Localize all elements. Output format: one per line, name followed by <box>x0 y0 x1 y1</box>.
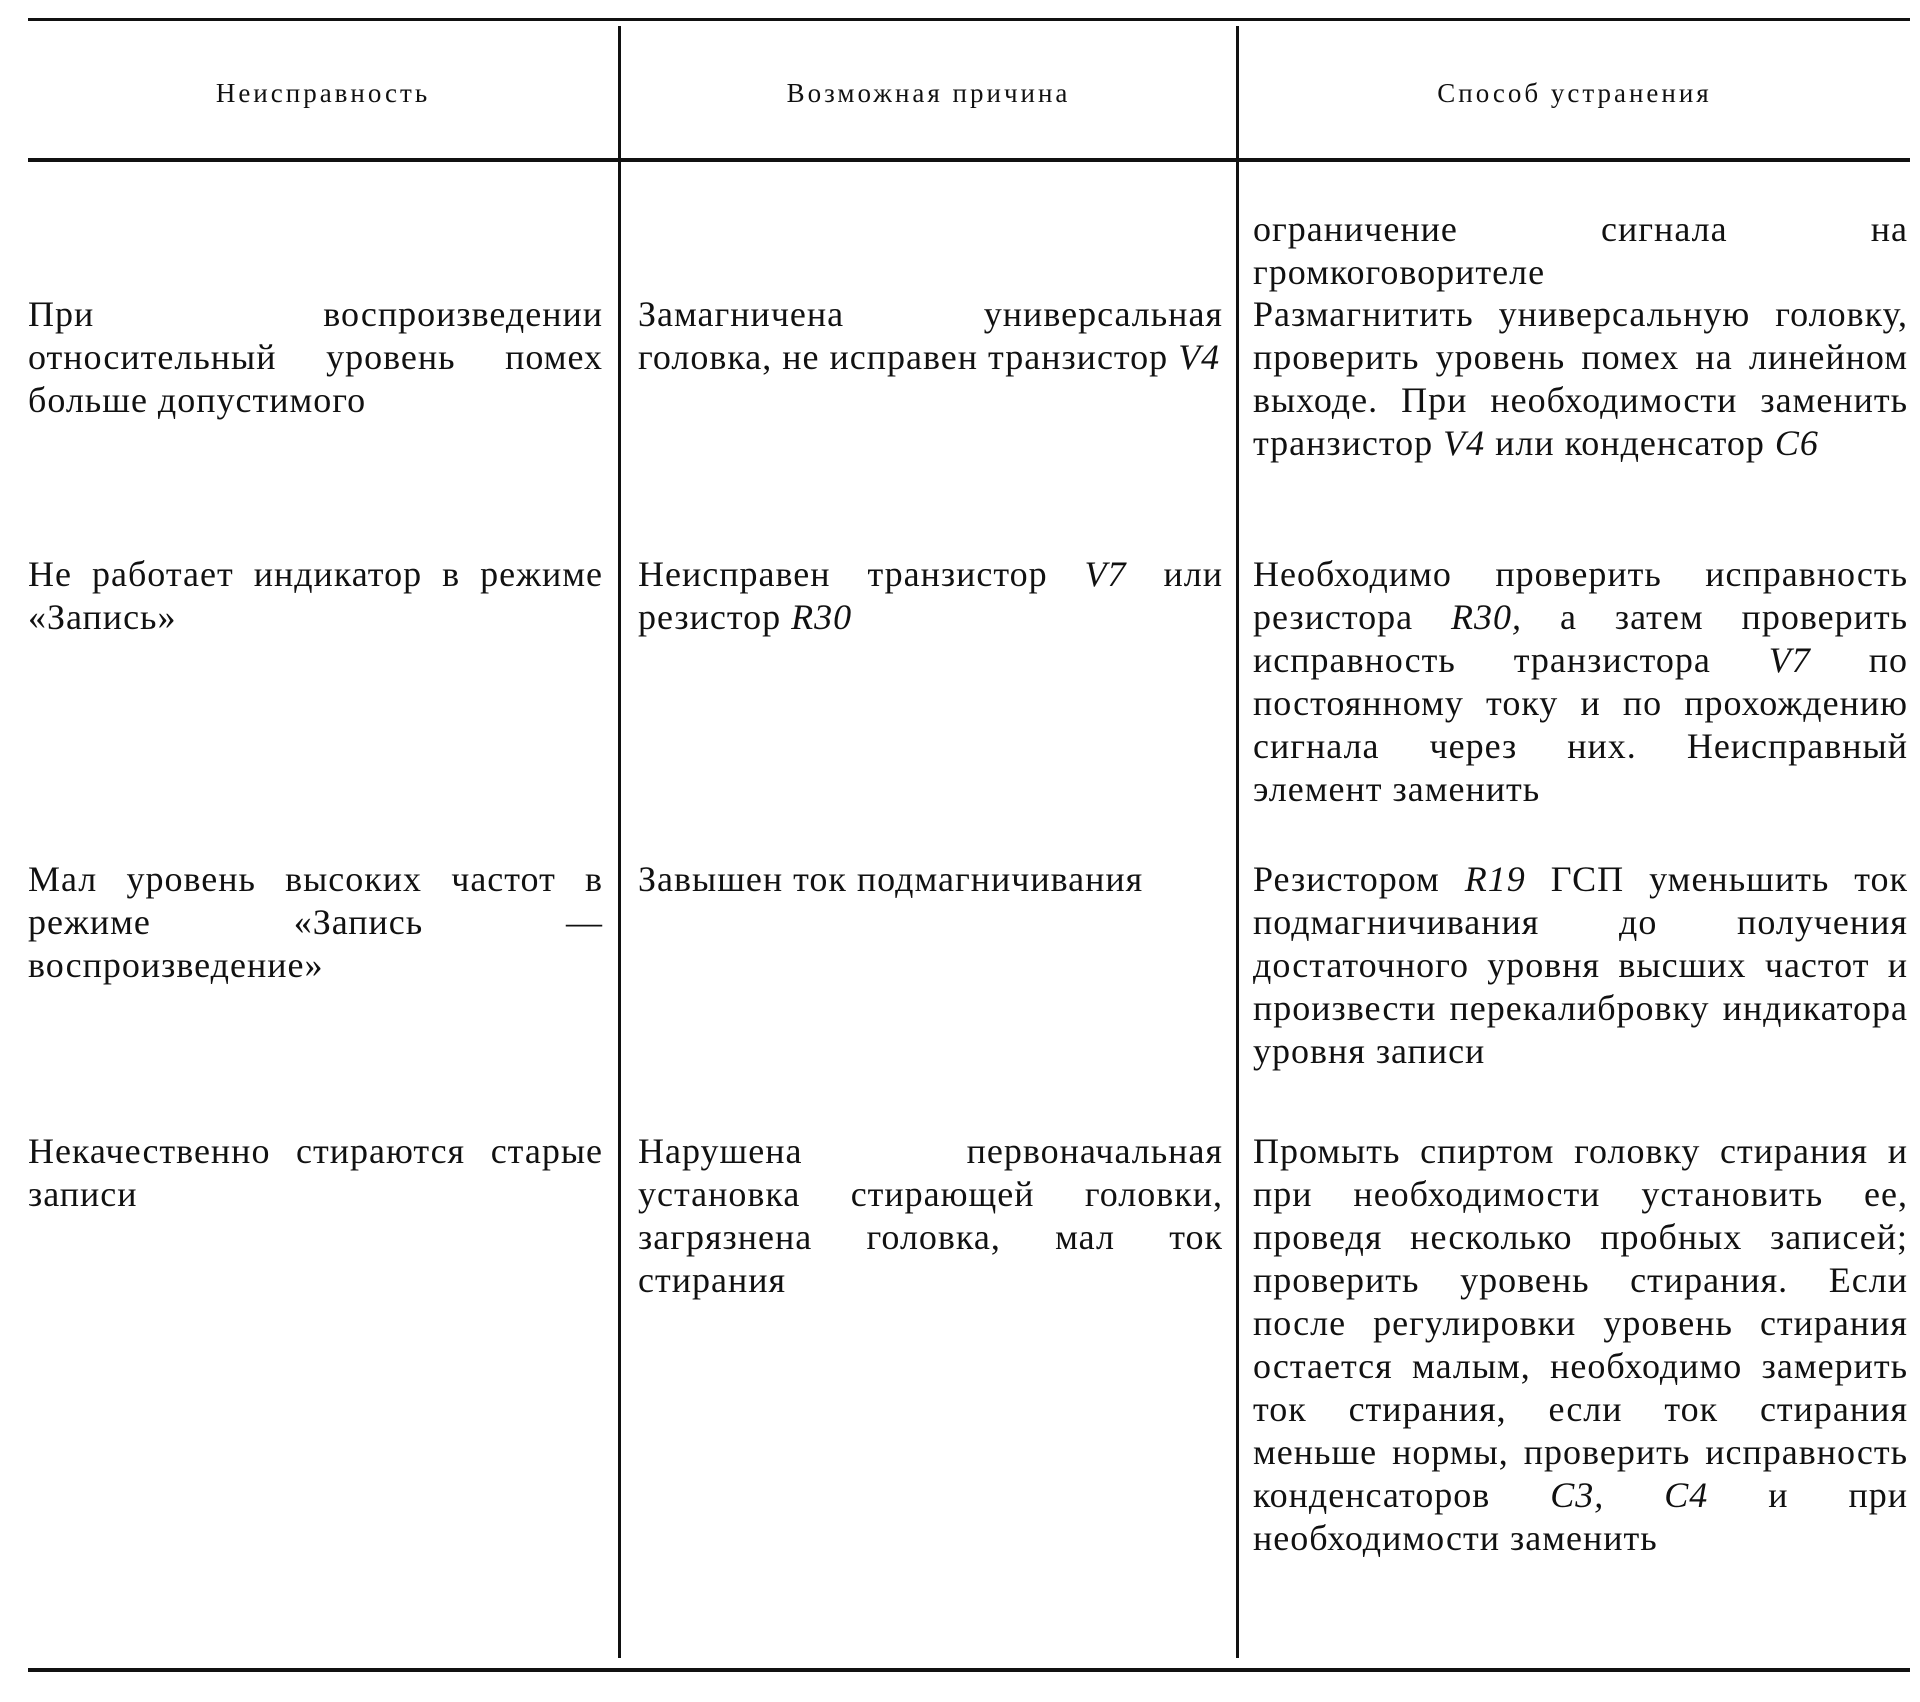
row-3-cause: Завышен ток подмагничивания <box>638 859 1144 899</box>
row-1-cause: Замагничена универсальная головка, не исправен транзистор V4 <box>638 294 1223 377</box>
header-rule <box>28 158 1910 162</box>
row-2-fault: Не работает индикатор в режиме «Запись» <box>28 554 603 637</box>
top-rule <box>28 18 1910 21</box>
header-fault: Неисправность <box>215 78 431 108</box>
row-4-fault: Некачественно стираются старые записи <box>28 1131 603 1214</box>
column-divider-1 <box>618 26 621 1658</box>
column-divider-2 <box>1236 26 1239 1658</box>
row-3-fault: Мал уровень высоких частот в режиме «Запись — воспроизведение» <box>28 859 603 985</box>
header-cause: Возможная причина <box>786 78 1071 108</box>
troubleshooting-table <box>28 18 1910 1678</box>
header-remedy: Способ устранения <box>1437 78 1712 108</box>
row-4-cause: Нарушена первоначальная установка стирающей головки, загрязнена головка, мал ток стирания <box>638 1131 1223 1300</box>
remedy-continuation: ограничение сигнала на громкоговорителе <box>1253 209 1908 292</box>
bottom-rule <box>28 1668 1910 1672</box>
row-2-cause: Неисправен транзистор V7 или резистор R30 <box>638 554 1223 637</box>
row-1-fault: При воспроизведении относительный уровень помех больше допустимого <box>28 294 603 420</box>
row-4-remedy: Промыть спиртом головку стирания и при необходимости установить ее, проведя несколько пробных записей; проверить уровень стирания. Если после регулировки уровень стирания остается малым, необходимо замерить ток стирания, если ток стирания меньше нормы, проверить исправность конденсаторов C3, C4 и при необходимости заменить <box>1253 1131 1909 1558</box>
row-2-remedy: Необходимо проверить исправность резистора R30, а затем проверить исправность транзистора V7 по постоянному току и по прохождению сигнала через них. Неисправный элемент заменить <box>1253 554 1909 809</box>
row-3-remedy: Резистором R19 ГСП уменьшить ток подмагничивания до получения достаточного уровня высших частот и произвести перекалибровку индикатора уровня записи <box>1253 859 1908 1071</box>
row-1-remedy: Размагнитить универсальную головку, проверить уровень помех на линейном выходе. При необходимости заменить транзистор V4 или конденсатор C6 <box>1253 294 1908 463</box>
